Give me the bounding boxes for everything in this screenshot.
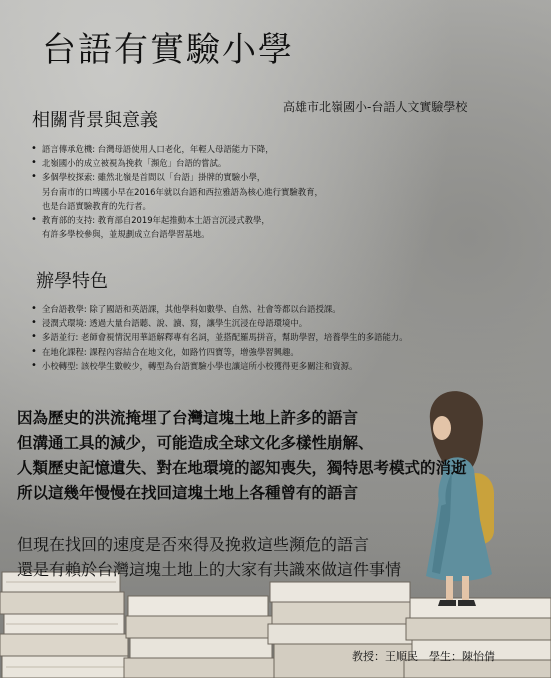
features-list [30, 302, 408, 373]
paragraph-line: 但溝通工具的減少，可能造成全球文化多樣性崩解、 [17, 434, 374, 452]
page-title: 台語有實驗小學 [42, 30, 294, 70]
paragraph-line: 人類歷史記憶遺失、對在地環境的認知喪失，獨特思考模式的消逝 [17, 459, 467, 477]
list-item: • 全台語教學: 除了國語和英語課，其他學科如數學、自然、社會等都以台語授課。 [42, 302, 408, 316]
section-heading-features: 辦學特色 [36, 271, 108, 292]
list-item-continuation: 另台南市的口埤國小早在2016年就以台語和西拉雅語為核心進行實驗教育， [42, 186, 323, 197]
list-item: • 教育部的支持: 教育部自2019年起推動本土語言沉浸式教學， [42, 213, 323, 227]
list-item: • 在地化課程: 課程內容結合在地文化，如路竹四寶等，增強學習興趣。 [42, 345, 408, 359]
book-stack-right-icon [404, 598, 551, 678]
main-paragraph [17, 406, 467, 506]
credit-line: 教授：王順民 學生：陳怡倩 [352, 650, 495, 663]
list-item-continuation: 也是台語實驗教育的先行者。 [42, 200, 151, 211]
list-item: • 浸潤式環境: 透過大量台語聽、說、讀、寫，讓學生沉浸在母語環境中。 [42, 316, 408, 330]
list-item: • 多個學校探索: 雖然北嶺是首間以「台語」掛牌的實驗小學， [42, 170, 323, 184]
list-item: • 語言傳承危機: 台灣母語使用人口老化，年輕人母語能力下降， [42, 142, 323, 156]
paragraph-line: 但現在找回的速度是否來得及挽救這些瀕危的語言 [17, 535, 370, 554]
paragraph-line: 因為歷史的洪流掩埋了台灣這塊土地上許多的語言 [17, 409, 359, 427]
closing-paragraph [17, 532, 401, 582]
list-item: • 北嶺國小的成立被視為挽救「瀕危」台語的嘗試。 [42, 156, 323, 170]
section-heading-background: 相關背景與意義 [32, 110, 158, 131]
background-list [30, 142, 323, 241]
list-item-continuation: 有許多學校參與，並規劃成立台語學習基地。 [42, 229, 210, 240]
paragraph-line: 還是有賴於台灣這塊土地上的大家有共識來做這件事情 [17, 560, 402, 579]
list-item: • 多語並行: 老師會視情況用華語解釋專有名詞，並搭配羅馬拼音，幫助學習，培養學生的多語能力。 [42, 330, 408, 344]
school-name: 高雄市北嶺國小-台語人文實驗學校 [283, 100, 468, 114]
book-stack-left-icon [0, 572, 128, 678]
paragraph-line: 所以這幾年慢慢在找回這塊土地上各種曾有的語言 [17, 484, 359, 502]
list-item: • 小校轉型: 該校學生數較少，轉型為台語實驗小學也讓這所小校獲得更多關注和資源。 [42, 359, 408, 373]
